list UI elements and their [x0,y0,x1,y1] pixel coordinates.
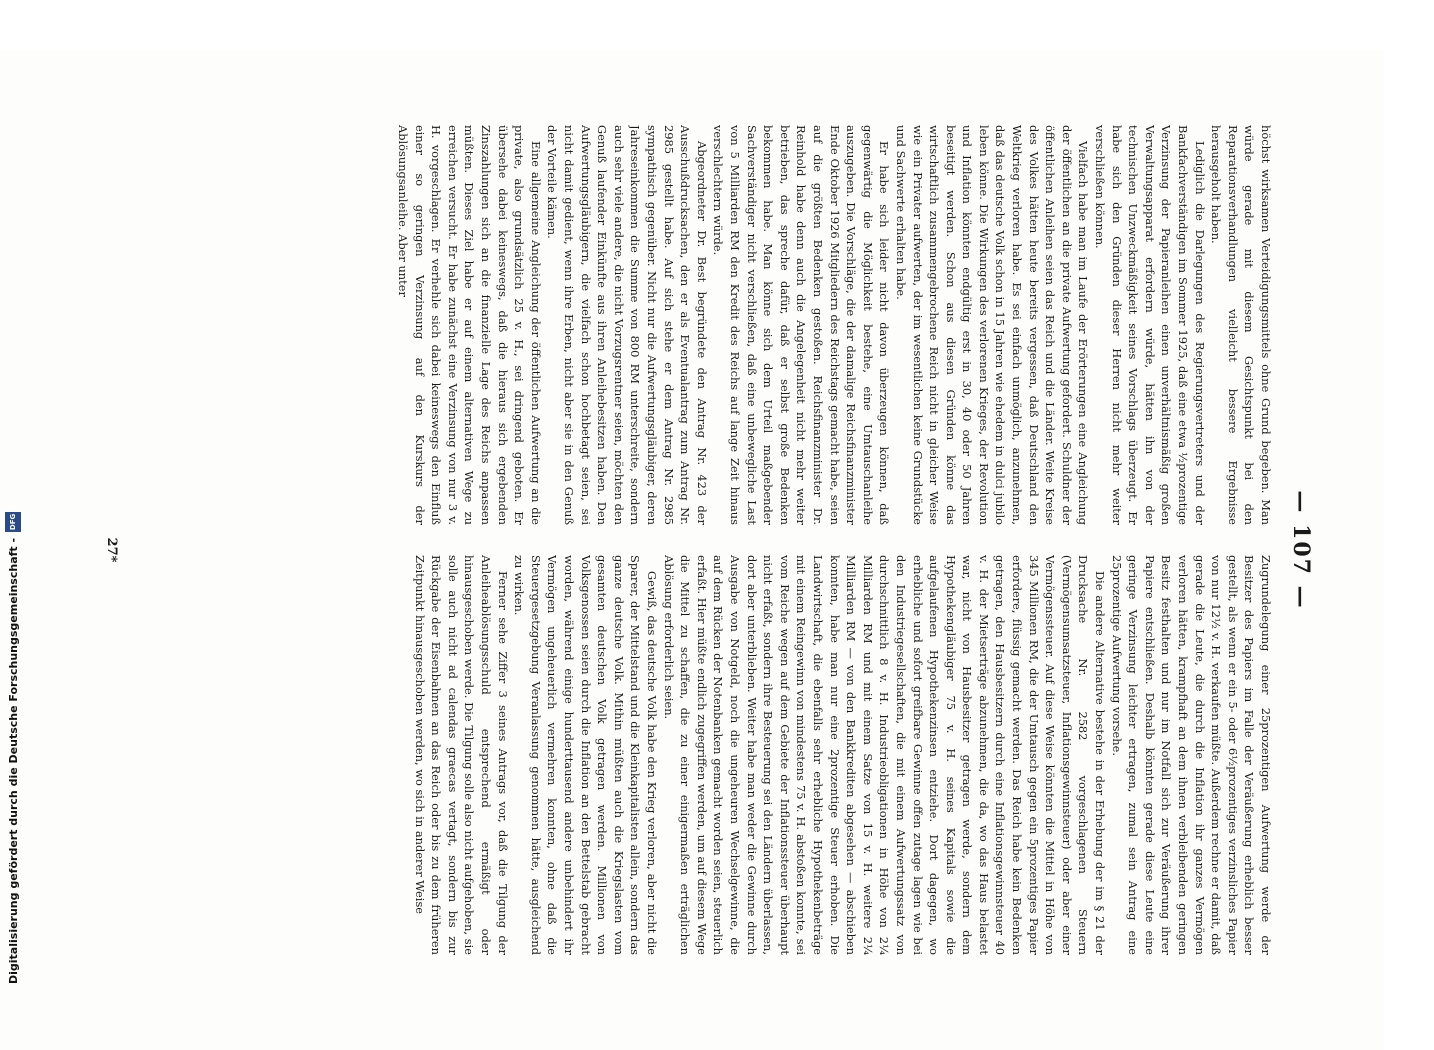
sheet-signature: 27* [104,537,119,563]
paragraph: Die andere Alternative bestehe in der Erhebung der im § 21 der Drucksache Nr. 2582 vorgeschlagenen Steuern (Vermögensumsatzsteuer, Inflationsgewinnsteuer) oder aber einer Vermögenssteuer. Auf diese Weise könnten die Mittel in Höhe von 345 Millionen RM, die der Umtausch gegen ein 5prozentiges Papier erfordere, flüssig gemacht werden. Das Reich habe kein Bedenken getragen, den Hausbesitzern durch eine Inflationsgewinnsteuer 40 v. H. der Mietserträge abzunehmen, die da, wo das Haus belastet war, nicht von Hausbesitzer getragen werde, sondern dem Hypothekengläubiger 75 v. H. seines Kapitals sowie die aufgelaufenen Hypothekenzinsen entziehe. Dort dagegen, wo erhebliche und sofort greifbare Gewinne offen zutage lagen wie bei den Industriegesellschaften, die mit einem Aufwertungssatz von durchschnittlich 8 v. H. Industrieobligationen in Höhe von 2¼ Milliarden RM und mit einem Satze von 15 v. H. weitere 2¼ Milliarden RM — von den Bankkrediten abgesehen — abschieben konnten, habe man nur eine 2prozentige Steuer erhoben. Die Landwirtschaft, die ebenfalls sehr erhebliche Hypothekenbeträge mit einem Reingewinn von mindestens 75 v. H. abstoßen konnte, sei vom Reiche wegen auf dem Gebiete der Inflationssteuer überhaupt nicht erfaßt, sondern ihre Besteuerung sei den Ländern überlassen, dort aber unterblieben. Weiter habe man weder die Gewinne durch Ausgabe von Notgeld, noch die ungeheuren Wechselgewinne, die auf dem Rücken der Notenbanken gemacht worden seien, steuerlich erfaßt. Hier müßte endlich zugegriffen werden, um auf diesem Wege die Mittel zu schaffen, die zu einer einigermaßen erträglichen Ablösung erforderlich seien. [661,555,1108,955]
dfg-logo-icon: DFG [5,512,21,532]
digitization-footer [0,0,26,1000]
footer-credit-text: Digitalisierung gefördert durch die Deutsche Forschungsgemeinschaft - [6,537,20,984]
paragraph: Lediglich die Darlegungen des Regierungsvertreters und der Bankfachverständigen im Sommer 1925, daß eine etwa ½prozentige Verzinsung der Papieranleihen einen unverhältnismäßig großen Verwaltungsapparat erfordern würde, hätten ihn von der technischen Unzweckmäßigkeit seines Vorschlags überzeugt. Er habe sich den Gründen dieser Herren nicht mehr weiter verschließen können. [1093,125,1207,525]
left-column [174,125,1274,525]
page-number-header: — 107 — [1288,490,1314,610]
paragraph: höchst wirksamen Verteidigungsmittels ohne Grund begeben. Man würde gerade mit diesem Gesichtspunkt bei den Reparationsverhandlungen vielleicht bessere Ergebnisse herausgeholt haben. [1209,125,1273,525]
paragraph: Gewiß, das deutsche Volk habe den Krieg verloren, aber nicht die Sparer, der Mittelstand und die Kleinkapitalisten allein, sondern das ganze deutsche Volk. Mithin müßten auch die Kriegslasten vom gesamten deutschen Volk getragen werden. Millionen von Volksgenossen seien durch die Inflation an den Bettelstab gebracht worden, während einige hunderttausend andere unbehindert ihr Vermögen ungeheuerlich vermehren konnten, ohne daß die Steuergesetzgebung Veranlassung genommen hätte, ausgleichend zu wirken. [512,555,660,955]
right-column [174,555,1274,955]
paragraph: Er habe sich leider nicht davon überzeugen können, daß gegenwärtig die Möglichkeit bestehe, eine Umtauschanleihe auszugeben. Die Vorschläge, die der damalige Reichsfinanzminister Ende Oktober 1926 Mitgliedern des Reichstags gemacht habe, seien auf die größten Bedenken gestoßen. Reichsfinanzminister Dr. Reinhold habe denn auch die Angelegenheit nicht mehr weiter betrieben, das spreche dafür, daß er selbst große Bedenken bekommen habe. Man könne sich dem Urteil maßgebender Sachverständiger nicht verschließen, daß eine unbewegliche Last von 5 Milliarden RM den Kredit des Reichs auf lange Zeit hinaus verschlechtern würde. [711,125,892,525]
paragraph: Ferner sehe Ziffer 3 seines Antrags vor, daß die Tilgung der Anleiheablösungsschuld entsprechend ermäßigt oder hinausgeschoben werde. Die Tilgung solle also nicht aufgehoben, sie solle auch nicht ad calendas graecas vertagt, sondern bis zur Rückgabe der Eisenbahnen an das Reich oder bis zu dem früheren Zeitpunkt hinausgeschoben werden, wo sich in anderer Weise [412,555,510,955]
document-page [0,50,1384,1050]
paragraph: Zugrundelegung einer 25prozentigen Aufwertung werde der Besitzer des Papiers im Falle der Veräußerung erheblich besser gestellt, als wenn er ein 5- oder 6½prozentiges verzinsliches Papier von nur 12½ v. H. verkaufen müßte. Außerdem rechne er damit, daß gerade die Leute, die durch die Inflation ihr ganzes Vermögen verloren hätten, krampfhaft an dem ihnen verbleibenden geringen Besitz festhalten und nur im Notfall sich zur Veräußerung ihrer Papiere entschließen. Deshalb könnten gerade diese Leute eine geringe Verzinsung leichter ertragen, zumal sein Antrag eine 25prozentige Aufwertung vorsehe. [1109,555,1273,955]
paragraph: Eine allgemeine Angleichung der öffentlichen Aufwertung an die private, also grundsätzlich 25 v. H., sei dringend geboten. Er übersehe dabei keineswegs, daß die hieraus sich ergebenden Zinszahlungen sich an die finanzielle Lage des Reichs anpassen müßten. Dieses Ziel habe er auf einem alternativen Wege zu erreichen versucht. Er habe zunächst eine Verzinsung von nur 3 v. H. vorgeschlagen. Er verhehle sich dabei keineswegs den Einfluß einer so geringen Verzinsung auf den Kurskurs der Ablösungsanleihe. Aber unter [396,125,543,525]
paragraph: Abgeordneter Dr. Best begründete den Antrag Nr. 423 der Ausschußdrucksachen, den er als Eventualantrag zum Antrag Nr. 2985 gestellt habe. Auf sich stehe er dem Antrag Nr. 2985 sympathisch gegenüber. Nicht nur die Aufwertungsgläubiger, deren Jahreseinkommen die Summe von 800 RM unterschreite, sondern auch sehr viele andere, die nicht Vorzugsrentner seien, möchten den Genuß laufender Einkünfte aus ihren Anleihebesitzen haben. Den Aufwertungsgläubigern, die vielfach schon hochbetagt seien, sei nicht damit gedient, wenn ihre Erben, nicht aber sie in den Genuß der Vorteile kämen. [545,125,709,525]
paragraph: Vielfach habe man im Laufe der Erörterungen eine Angleichung der öffentlichen an die private Aufwertung gefordert. Schuldner der öffentlichen Anleihen seien das Reich und die Länder. Weite Kreise des Volkes hätten heute bereits vergessen, daß Deutschland den Weltkrieg verloren habe. Es sei einfach unmöglich, anzunehmen, daß das deutsche Volk schon in 15 Jahren wie ehedem in dulci jubilo leben könne. Die Wirkungen des verlorenen Krieges, der Revolution und Inflation könnten endgültig erst in 30, 40 oder 50 Jahren beseitigt werden. Schon aus diesen Gründen könne das wirtschaftlich zusammengebrochene Reich nicht in gleicher Weise wie ein Privater aufwerten, der im wesentlichen keine Grundstücke und Sachwerte erhalten habe. [893,125,1091,525]
